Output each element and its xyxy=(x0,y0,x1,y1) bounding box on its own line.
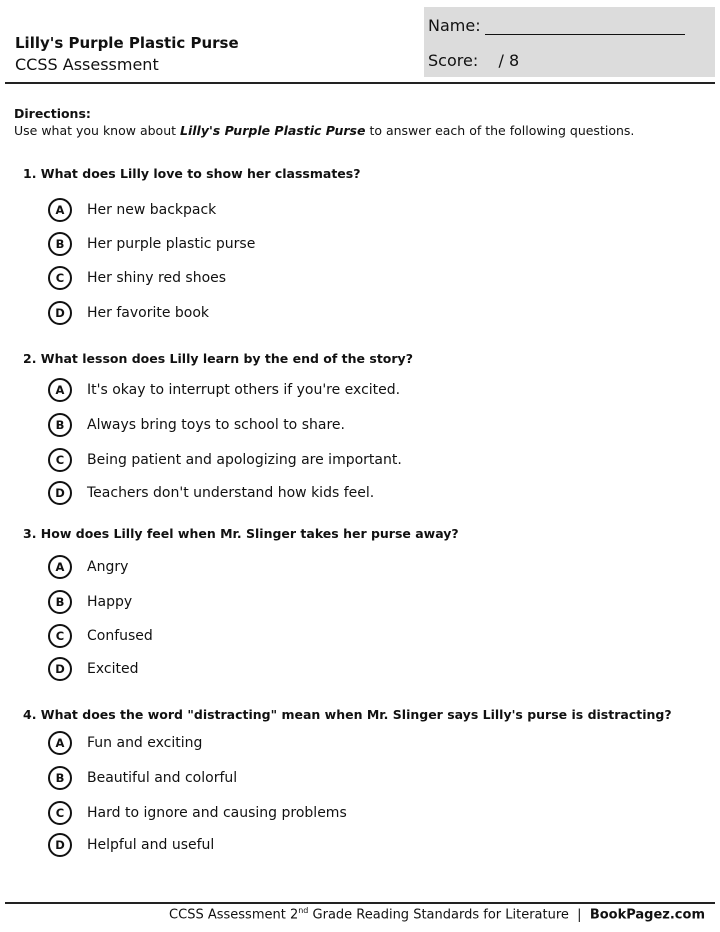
answer-text: Beautiful and colorful xyxy=(87,770,238,786)
footer-divider xyxy=(5,902,715,904)
question-text: 4. What does the word "distracting" mean when Mr. Slinger says Lilly's purse is distracting? xyxy=(23,707,672,722)
choice-bubble[interactable]: B xyxy=(48,232,72,256)
question-1 xyxy=(23,166,360,182)
answer-text: Confused xyxy=(87,628,153,644)
choice-bubble[interactable]: D xyxy=(48,301,72,325)
question-2 xyxy=(23,351,413,367)
name-score-box xyxy=(424,7,715,77)
answer-text: Teachers don't understand how kids feel. xyxy=(87,485,375,501)
answer-option[interactable] xyxy=(48,656,138,682)
answer-text: Helpful and useful xyxy=(87,837,215,853)
answer-option[interactable] xyxy=(48,765,237,791)
choice-bubble[interactable]: C xyxy=(48,448,72,472)
directions xyxy=(14,105,634,139)
worksheet-title: Lilly's Purple Plastic Purse xyxy=(15,34,239,52)
name-label: Name: xyxy=(428,16,481,35)
answer-text: Her shiny red shoes xyxy=(87,270,227,286)
directions-label: Directions: xyxy=(14,106,91,121)
choice-bubble[interactable]: C xyxy=(48,801,72,825)
answer-option[interactable] xyxy=(48,197,216,223)
choice-bubble[interactable]: D xyxy=(48,657,72,681)
question-text: 2. What lesson does Lilly learn by the end of the story? xyxy=(23,351,413,366)
answer-text: Hard to ignore and causing problems xyxy=(87,805,347,821)
answer-option[interactable] xyxy=(48,480,374,506)
name-row xyxy=(428,16,685,35)
directions-text xyxy=(14,122,634,139)
title-block xyxy=(15,33,239,75)
choice-bubble[interactable]: A xyxy=(48,555,72,579)
header-divider xyxy=(5,82,715,84)
choice-bubble[interactable]: C xyxy=(48,266,72,290)
question-4 xyxy=(23,707,672,723)
footer-prefix: CCSS Assessment 2 xyxy=(169,907,299,923)
footer-middle: Grade Reading Standards for Literature | xyxy=(308,907,590,923)
choice-bubble[interactable]: D xyxy=(48,833,72,857)
answer-option[interactable] xyxy=(48,447,402,473)
answer-option[interactable] xyxy=(48,554,128,580)
answer-option[interactable] xyxy=(48,231,255,257)
score-label: Score: xyxy=(428,51,479,70)
answer-text: Angry xyxy=(87,559,129,575)
choice-bubble[interactable]: D xyxy=(48,481,72,505)
choice-bubble[interactable]: B xyxy=(48,590,72,614)
choice-bubble[interactable]: A xyxy=(48,198,72,222)
answer-option[interactable] xyxy=(48,623,153,649)
answer-option[interactable] xyxy=(48,589,132,615)
name-field[interactable] xyxy=(485,18,685,35)
footer xyxy=(169,906,705,922)
choice-bubble[interactable]: A xyxy=(48,378,72,402)
answer-option[interactable] xyxy=(48,377,400,403)
question-text: 3. How does Lilly feel when Mr. Slinger takes her purse away? xyxy=(23,526,459,541)
footer-ordinal: nd xyxy=(298,906,309,915)
worksheet-subtitle: CCSS Assessment xyxy=(15,55,159,74)
answer-option[interactable] xyxy=(48,800,347,826)
directions-suffix: to answer each of the following questions. xyxy=(365,123,635,138)
answer-option[interactable] xyxy=(48,832,214,858)
directions-prefix: Use what you know about xyxy=(14,123,180,138)
answer-text: It's okay to interrupt others if you're excited. xyxy=(87,382,401,398)
choice-bubble[interactable]: B xyxy=(48,766,72,790)
answer-option[interactable] xyxy=(48,300,209,326)
choice-bubble[interactable]: B xyxy=(48,413,72,437)
directions-book-title: Lilly's Purple Plastic Purse xyxy=(180,123,366,138)
answer-option[interactable] xyxy=(48,412,345,438)
answer-text: Happy xyxy=(87,594,133,610)
answer-text: Her purple plastic purse xyxy=(87,236,256,252)
worksheet-header xyxy=(0,0,720,84)
answer-text: Her new backpack xyxy=(87,202,217,218)
answer-option[interactable] xyxy=(48,730,202,756)
answer-option[interactable] xyxy=(48,265,226,291)
question-text: 1. What does Lilly love to show her classmates? xyxy=(23,166,361,181)
answer-text: Always bring toys to school to share. xyxy=(87,417,345,433)
footer-brand[interactable]: BookPagez.com xyxy=(589,907,705,923)
choice-bubble[interactable]: A xyxy=(48,731,72,755)
choice-bubble[interactable]: C xyxy=(48,624,72,648)
answer-text: Excited xyxy=(87,661,139,677)
score-row xyxy=(428,51,519,70)
answer-text: Her favorite book xyxy=(87,305,210,321)
score-total: / 8 xyxy=(498,51,520,70)
answer-text: Being patient and apologizing are important. xyxy=(87,452,402,468)
question-3 xyxy=(23,526,459,542)
answer-text: Fun and exciting xyxy=(87,735,203,751)
